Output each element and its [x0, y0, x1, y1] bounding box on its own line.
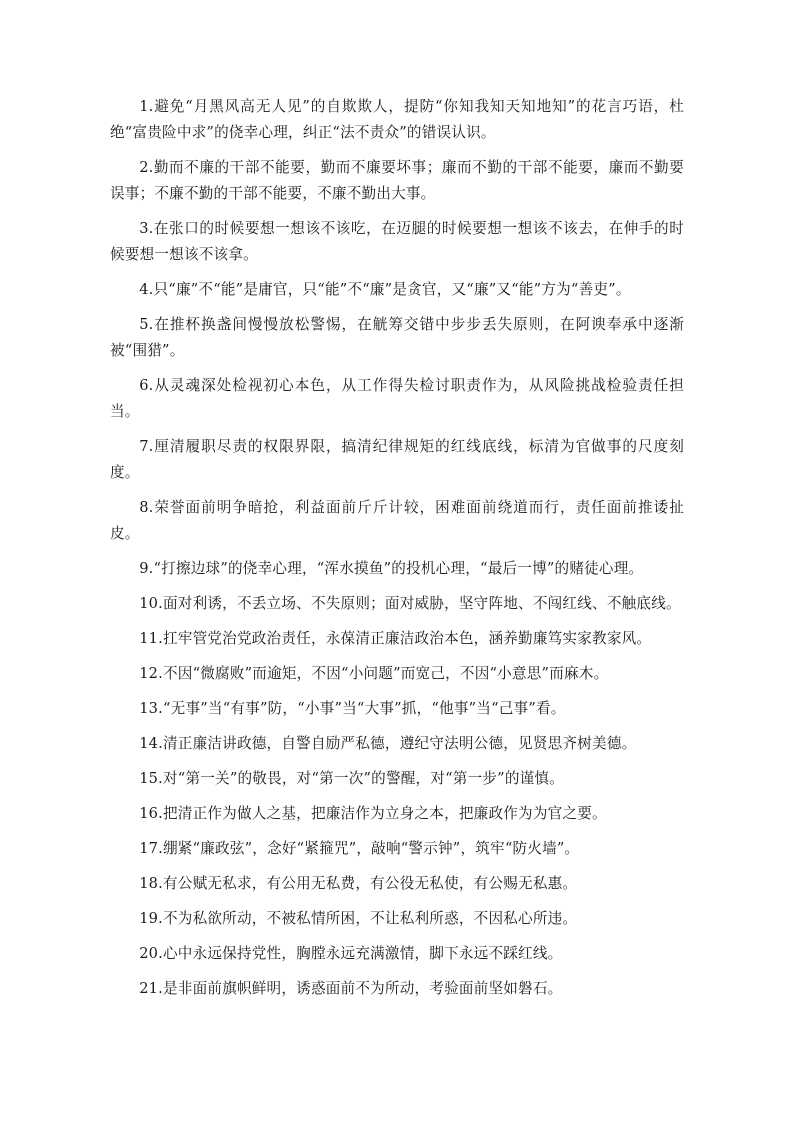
item-text: 是非面前旗帜鲜明，诱惑面前不为所动，考验面前坚如磐石。 [163, 980, 563, 997]
list-item [110, 801, 684, 827]
item-number: 9. [139, 560, 154, 577]
item-text: 荣誉面前明争暗抢，利益面前斤斤计较，困难面前绕道而行，责任面前推诿扯皮。 [110, 499, 684, 542]
list-item [110, 277, 684, 303]
item-text: 清正廉洁讲政德，自警自励严私德，遵纪守法明公德，见贤思齐树美德。 [163, 735, 637, 752]
item-number: 19. [139, 910, 163, 927]
list-item [110, 906, 684, 932]
item-number: 2. [139, 159, 154, 176]
list-item [110, 836, 684, 862]
item-text: 绷紧“廉政弦”，念好“紧箍咒”，敲响“警示钟”，筑牢“防火墙”。 [163, 840, 580, 857]
list-item [110, 626, 684, 652]
item-number: 20. [139, 945, 163, 962]
list-item [110, 216, 684, 268]
list-item [110, 155, 684, 207]
list-item [110, 976, 684, 1002]
list-item [110, 591, 684, 617]
item-text: 把清正作为做人之基，把廉洁作为立身之本，把廉政作为为官之要。 [163, 805, 607, 822]
item-number: 21. [139, 980, 163, 997]
item-number: 18. [139, 875, 163, 892]
item-text: 心中永远保持党性，胸膛永远充满激情，脚下永远不踩红线。 [163, 945, 563, 962]
item-text: 避免“月黑风高无人见”的自欺欺人，提防“你知我知天知地知”的花言巧语，杜绝“富贵险中求”的侥幸心理，纠正“法不责众”的错误认识。 [110, 98, 684, 141]
item-number: 8. [139, 499, 154, 516]
item-number: 1. [139, 98, 154, 115]
list-item [110, 766, 684, 792]
list-item [110, 373, 684, 425]
list-item [110, 871, 684, 897]
item-number: 7. [139, 438, 154, 455]
item-text: 面对利诱，不丢立场、不失原则；面对威胁，坚守阵地、不闯红线、不触底线。 [163, 595, 681, 612]
item-text: 扛牢管党治党政治责任，永葆清正廉洁政治本色，涵养勤廉笃实家教家风。 [163, 630, 652, 647]
item-text: 从灵魂深处检视初心本色，从工作得失检讨职责作为，从风险挑战检验责任担当。 [110, 377, 684, 420]
item-number: 15. [139, 770, 163, 787]
item-text: 只“廉”不“能”是庸官，只“能”不“廉”是贪官，又“廉”又“能”方为“善吏”。 [153, 281, 631, 298]
item-text: 不为私欲所动，不被私情所困，不让私利所惑，不因私心所违。 [163, 910, 578, 927]
list-item [110, 661, 684, 687]
list-item [110, 696, 684, 722]
item-text: 厘清履职尽责的权限界限，搞清纪律规矩的红线底线，标清为官做事的尺度刻度。 [110, 438, 684, 481]
item-text: 对“第一关”的敬畏，对“第一次”的警醒，对“第一步”的谨慎。 [163, 770, 565, 787]
list-item [110, 312, 684, 364]
item-text: “无事”当“有事”防，“小事”当“大事”抓，“他事”当“己事”看。 [163, 700, 566, 717]
item-number: 13. [139, 700, 163, 717]
item-number: 17. [139, 840, 163, 857]
item-number: 16. [139, 805, 163, 822]
list-item [110, 556, 684, 582]
item-text: 在推杯换盏间慢慢放松警惕，在觥筹交错中步步丢失原则，在阿谀奉承中逐渐被“围猎”。 [110, 316, 684, 359]
document-body [110, 94, 684, 1011]
item-number: 3. [139, 220, 154, 237]
item-number: 4. [139, 281, 154, 298]
item-text: 不因“微腐败”而逾矩，不因“小问题”而宽己，不因“小意思”而麻木。 [163, 665, 609, 682]
item-text: 勤而不廉的干部不能要，勤而不廉要坏事；廉而不勤的干部不能要，廉而不勤要误事；不廉不勤的干部不能要，不廉不勤出大事。 [110, 159, 684, 202]
list-item [110, 94, 684, 146]
item-number: 6. [139, 377, 154, 394]
item-number: 11. [139, 630, 163, 647]
item-text: “打擦边球”的侥幸心理，“浑水摸鱼”的投机心理，“最后一博”的赌徒心理。 [153, 560, 644, 577]
list-item [110, 941, 684, 967]
item-text: 在张口的时候要想一想该不该吃，在迈腿的时候要想一想该不该去，在伸手的时候要想一想该不该拿。 [110, 220, 684, 263]
list-item [110, 495, 684, 547]
item-number: 12. [139, 665, 163, 682]
list-item [110, 434, 684, 486]
item-text: 有公赋无私求，有公用无私费，有公役无私使，有公赐无私惠。 [163, 875, 578, 892]
list-item [110, 731, 684, 757]
item-number: 10. [139, 595, 163, 612]
item-number: 14. [139, 735, 163, 752]
item-number: 5. [139, 316, 154, 333]
